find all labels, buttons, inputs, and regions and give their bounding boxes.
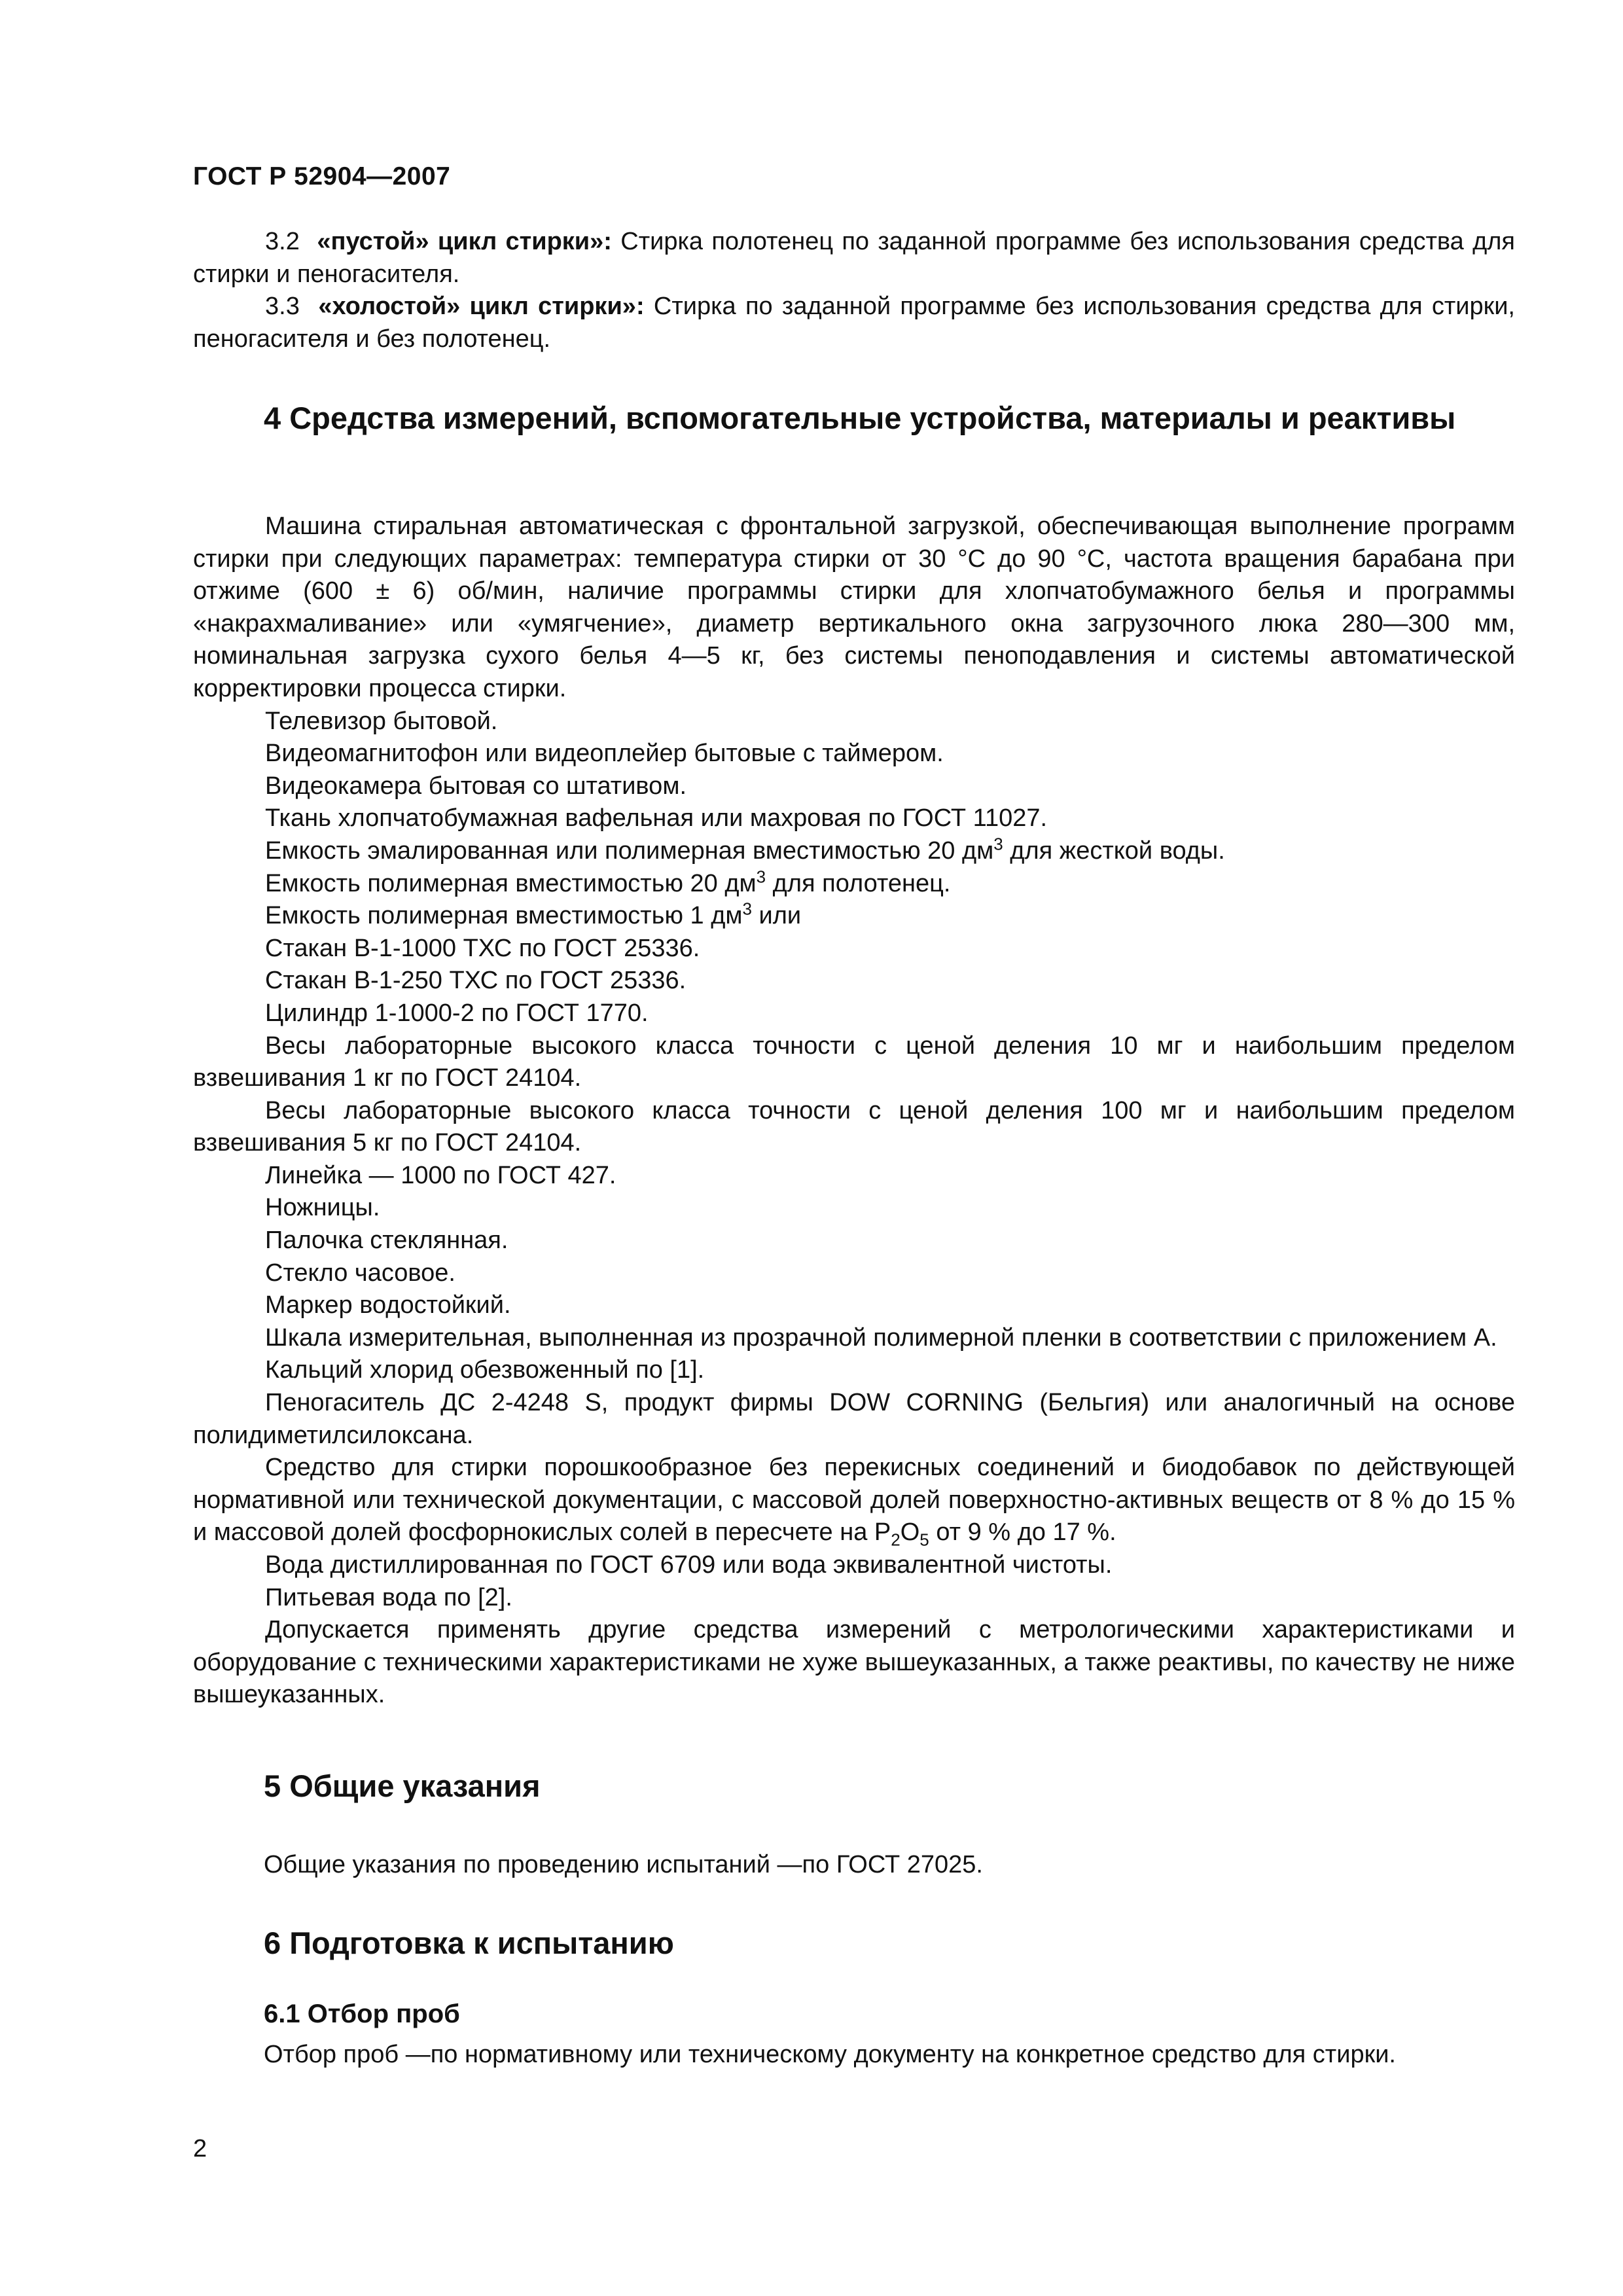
list-item: Вода дистиллированная по ГОСТ 6709 или вода эквивалентной чистоты. <box>265 1551 1113 1579</box>
list-item-text: Емкость полимерная вместимостью 1 дм <box>265 902 743 930</box>
list-item: Стакан В-1-250 ТХС по ГОСТ 25336. <box>265 967 687 995</box>
superscript: 3 <box>742 899 752 919</box>
section-4-body <box>193 511 1515 1712</box>
list-item: Пеногаситель ДС 2-4248 S, продукт фирмы DOW CORNING (Бельгия) или аналогичный на основе полидиметилсилоксана. <box>193 1389 1515 1449</box>
list-item-text: для полотенец. <box>766 869 951 897</box>
page-number: 2 <box>193 2135 207 2162</box>
list-item-text: или <box>751 902 802 930</box>
definition-number: 3.3 <box>265 293 300 321</box>
definition-text: Стирка по заданной программе без использования средства для стирки, пеногасителя и без полотенец. <box>193 293 1515 353</box>
section-6-1-title: 6.1 Отбор проб <box>264 2000 460 2028</box>
list-item: Ткань хлопчатобумажная вафельная или махровая по ГОСТ 11027. <box>265 804 1048 833</box>
list-item <box>193 868 1515 901</box>
list-item: Телевизор бытовой. <box>265 707 498 735</box>
definition-3-2 <box>193 226 1515 291</box>
list-item: Стакан В-1-1000 ТХС по ГОСТ 25336. <box>265 934 700 962</box>
list-item: Стекло часовое. <box>265 1259 455 1287</box>
list-item: Допускается применять другие средства измерений с метрологическими характеристиками и оборудование с техническими характеристиками не хуже вышеуказанных, а также реактивы, по качеству не ниже вышеуказанных. <box>193 1616 1515 1709</box>
subscript: 5 <box>919 1530 929 1550</box>
definition-3-3 <box>193 291 1515 355</box>
list-item: Питьевая вода по [2]. <box>265 1583 512 1611</box>
list-item-text: Емкость полимерная вместимостью 20 дм <box>265 869 757 897</box>
definition-term: «холостой» цикл стирки»: <box>318 293 645 321</box>
section-5-text: Общие указания по проведению испытаний —по ГОСТ 27025. <box>264 1851 983 1878</box>
list-item: Линейка — 1000 по ГОСТ 427. <box>265 1161 616 1189</box>
definition-term: «пустой» цикл стирки»: <box>317 228 612 255</box>
list-item: Весы лабораторные высокого класса точности с ценой деления 100 мг и наибольшим пределом взвешивания 5 кг по ГОСТ 24104. <box>193 1096 1515 1157</box>
list-item-text: для жесткой воды. <box>1003 836 1225 865</box>
list-item: Весы лабораторные высокого класса точности с ценой деления 10 мг и наибольшим пределом взвешивания 1 кг по ГОСТ 24104. <box>193 1031 1515 1092</box>
list-item <box>193 900 1515 933</box>
superscript: 3 <box>993 834 1003 854</box>
section-6-title: 6 Подготовка к испытанию <box>264 1926 674 1960</box>
definitions-block <box>193 226 1515 355</box>
superscript: 3 <box>756 866 766 886</box>
list-item: Видеомагнитофон или видеоплейер бытовые с таймером. <box>265 740 944 768</box>
list-item: Ножницы. <box>265 1194 380 1222</box>
list-item: Видеокамера бытовая со штативом. <box>265 772 687 800</box>
list-item: Кальций хлорид обезвоженный по [1]. <box>265 1356 705 1384</box>
section-4-title: 4 Средства измерений, вспомогательные устройства, материалы и реактивы <box>264 401 1456 435</box>
list-item-text: O <box>900 1518 920 1547</box>
definition-number: 3.2 <box>265 228 300 255</box>
section-5-title: 5 Общие указания <box>264 1768 541 1803</box>
list-item <box>193 1452 1515 1549</box>
subscript: 2 <box>891 1530 901 1550</box>
list-item: Цилиндр 1-1000-2 по ГОСТ 1770. <box>265 999 649 1027</box>
list-item: Маркер водостойкий. <box>265 1291 511 1319</box>
list-item <box>193 835 1515 868</box>
section-6-1-text: Отбор проб —по нормативному или техническому документу на конкретное средство для стирки. <box>264 2041 1396 2068</box>
document-header: ГОСТ Р 52904—2007 <box>193 162 451 190</box>
list-item-text: от 9 % до 17 %. <box>929 1518 1116 1547</box>
list-item: Шкала измерительная, выполненная из прозрачной полимерной пленки в соответствии с приложением А. <box>265 1323 1497 1352</box>
list-item: Машина стиральная автоматическая с фронтальной загрузкой, обеспечивающая выполнение программ стирки при следующих параметрах: температура стирки от 30 °С до 90 °С, частота вращения барабана при отжиме (600 ± 6) об/мин, наличие программы стирки для хлопчатобумажного белья и программы «накрахмаливание» или «умягчение», диаметр вертикального окна загрузочного люка 280—300 мм, номинальная загрузка сухого белья 4—5 кг, без системы пеноподавления и системы автоматической корректировки процесса стирки. <box>193 512 1515 702</box>
list-item-text: Емкость эмалированная или полимерная вместимостью 20 дм <box>265 836 994 865</box>
definition-text: Стирка полотенец по заданной программе без использования средства для стирки и пеногасителя. <box>193 228 1515 288</box>
list-item: Палочка стеклянная. <box>265 1227 508 1255</box>
list-item-text: Средство для стирки порошкообразное без перекисных соединений и биодобавок по действующей нормативной или технической документации, с массовой долей поверхностно-активных веществ от 8 % до 15 % и массовой долей фосфорнокислых солей в пересчете на P <box>193 1454 1515 1547</box>
